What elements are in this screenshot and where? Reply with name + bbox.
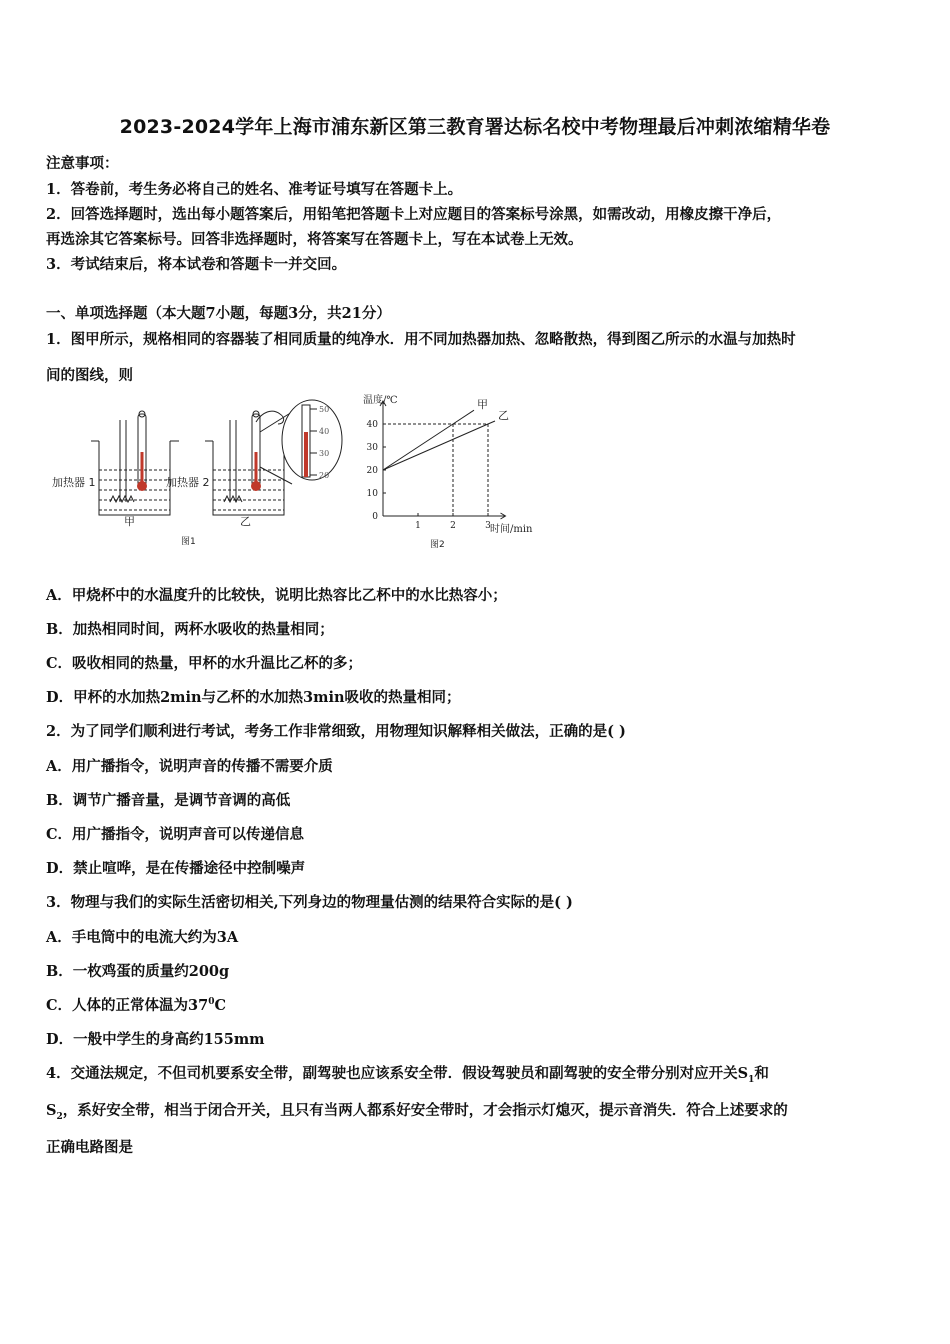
x-tick-label: 3 — [485, 521, 491, 531]
q3-option-a: A．手电筒中的电流大约为3A — [46, 929, 239, 946]
y-tick-label: 20 — [366, 466, 378, 476]
q4-stem-line2 — [46, 1099, 788, 1122]
beaker-jia — [91, 411, 179, 515]
notice-item: 2．回答选择题时，选出每小题答案后，用铅笔把答题卡上对应题目的答案标号涂黑，如需改动，用橡皮擦干净后， — [46, 206, 782, 223]
thermometer-zoom — [282, 400, 342, 480]
yi-label: 乙 — [240, 515, 251, 528]
q4-line1-sub: 1 — [748, 1074, 755, 1085]
q3-option-c — [46, 994, 226, 1015]
q3-option-b: B．一枚鸡蛋的质量约200g — [46, 963, 230, 980]
q1-stem-line2: 间的图线，则 — [46, 367, 133, 384]
q4-stem-line3: 正确电路图是 — [46, 1139, 133, 1156]
notice-heading: 注意事项： — [46, 155, 119, 172]
thermo-tick-label: 40 — [319, 427, 330, 436]
y-axis-label: 温度/℃ — [363, 395, 398, 406]
y-tick-label: 30 — [366, 443, 378, 453]
q4-line1-text: 4．交通法规定，不但司机要系安全带，副驾驶也应该系安全带．假设驾驶员和副驾驶的安全带分别对应开关S — [46, 1065, 749, 1082]
beaker-yi — [205, 411, 293, 515]
q1-figure — [40, 392, 560, 557]
q1-option-b: B．加热相同时间，两杯水吸收的热量相同； — [46, 621, 334, 638]
q4-line2-text: ，系好安全带，相当于闭合开关，且只有当两人都系好安全带时，才会指示灯熄灭，提示音消失．符合上述要求的 — [62, 1102, 788, 1119]
q2-option-b: B．调节广播音量，是调节音调的高低 — [46, 792, 291, 809]
q3-option-c-sup: 0 — [208, 997, 215, 1008]
q3-stem: 3．物理与我们的实际生活密切相关,下列身边的物理量估测的结果符合实际的是( ) — [46, 894, 573, 911]
notice-item: 再选涂其它答案标号。回答非选择题时，将答案写在答题卡上，写在本试卷上无效。 — [46, 231, 583, 248]
q1-option-c: C．吸收相同的热量，甲杯的水升温比乙杯的多； — [46, 655, 363, 672]
thermo-tick-label: 50 — [319, 405, 330, 414]
q4-line2-s: S — [46, 1102, 57, 1119]
notice-item: 1．答卷前，考生务必将自己的姓名、准考证号填写在答题卡上。 — [46, 181, 463, 198]
series-label: 乙 — [498, 409, 509, 423]
q1-option-a: A．甲烧杯中的水温度升的比较快，说明比热容比乙杯中的水比热容小； — [46, 587, 507, 604]
q3-option-c-unit: C — [214, 997, 227, 1014]
q1-stem-line1: 1．图甲所示，规格相同的容器装了相同质量的纯净水．用不同加热器加热、忽略散热，得到图乙所示的水温与加热时 — [46, 331, 796, 348]
q4-line2-sub: 2 — [56, 1111, 63, 1122]
jia-label: 甲 — [124, 515, 135, 528]
x-axis-label: 时间/min — [490, 524, 533, 535]
q3-option-d: D．一般中学生的身高约155mm — [46, 1031, 265, 1048]
q2-option-a: A．用广播指令，说明声音的传播不需要介质 — [46, 758, 333, 775]
q4-stem-line1 — [46, 1062, 769, 1085]
series-line-jia — [383, 410, 474, 470]
x-tick-label: 2 — [450, 521, 456, 531]
thermo-tick-label: 30 — [319, 449, 330, 458]
series-line-yi — [383, 421, 495, 470]
heater1-label: 加热器 1 — [52, 476, 96, 489]
q2-stem: 2．为了同学们顺利进行考试，考务工作非常细致，用物理知识解释相关做法，正确的是( ) — [46, 723, 626, 740]
y-tick-label: 10 — [366, 489, 378, 499]
y-tick-label: 0 — [372, 512, 378, 522]
fig2-caption: 图2 — [430, 540, 445, 550]
q2-option-c: C．用广播指令，说明声音可以传递信息 — [46, 826, 305, 843]
y-tick-label: 40 — [366, 420, 378, 430]
thermo-tick-label: 20 — [319, 471, 330, 480]
x-tick-label: 1 — [415, 521, 421, 531]
series-label: 甲 — [477, 398, 488, 412]
q1-option-d: D．甲杯的水加热2min与乙杯的水加热3min吸收的热量相同； — [46, 689, 461, 706]
page-title: 2023-2024学年上海市浦东新区第三教育署达标名校中考物理最后冲刺浓缩精华卷 — [119, 116, 831, 138]
heater2-label: 加热器 2 — [166, 476, 210, 489]
q2-option-d: D．禁止喧哗，是在传播途径中控制噪声 — [46, 860, 306, 877]
q4-line1-end: 和 — [754, 1065, 769, 1082]
q3-option-c-text: C．人体的正常体温为37 — [46, 997, 209, 1014]
temperature-time-chart — [363, 393, 533, 535]
section-heading: 一、单项选择题（本大题7小题，每题3分，共21分） — [46, 305, 391, 322]
fig1-caption: 图1 — [181, 537, 196, 547]
notice-item: 3．考试结束后，将本试卷和答题卡一并交回。 — [46, 256, 347, 273]
